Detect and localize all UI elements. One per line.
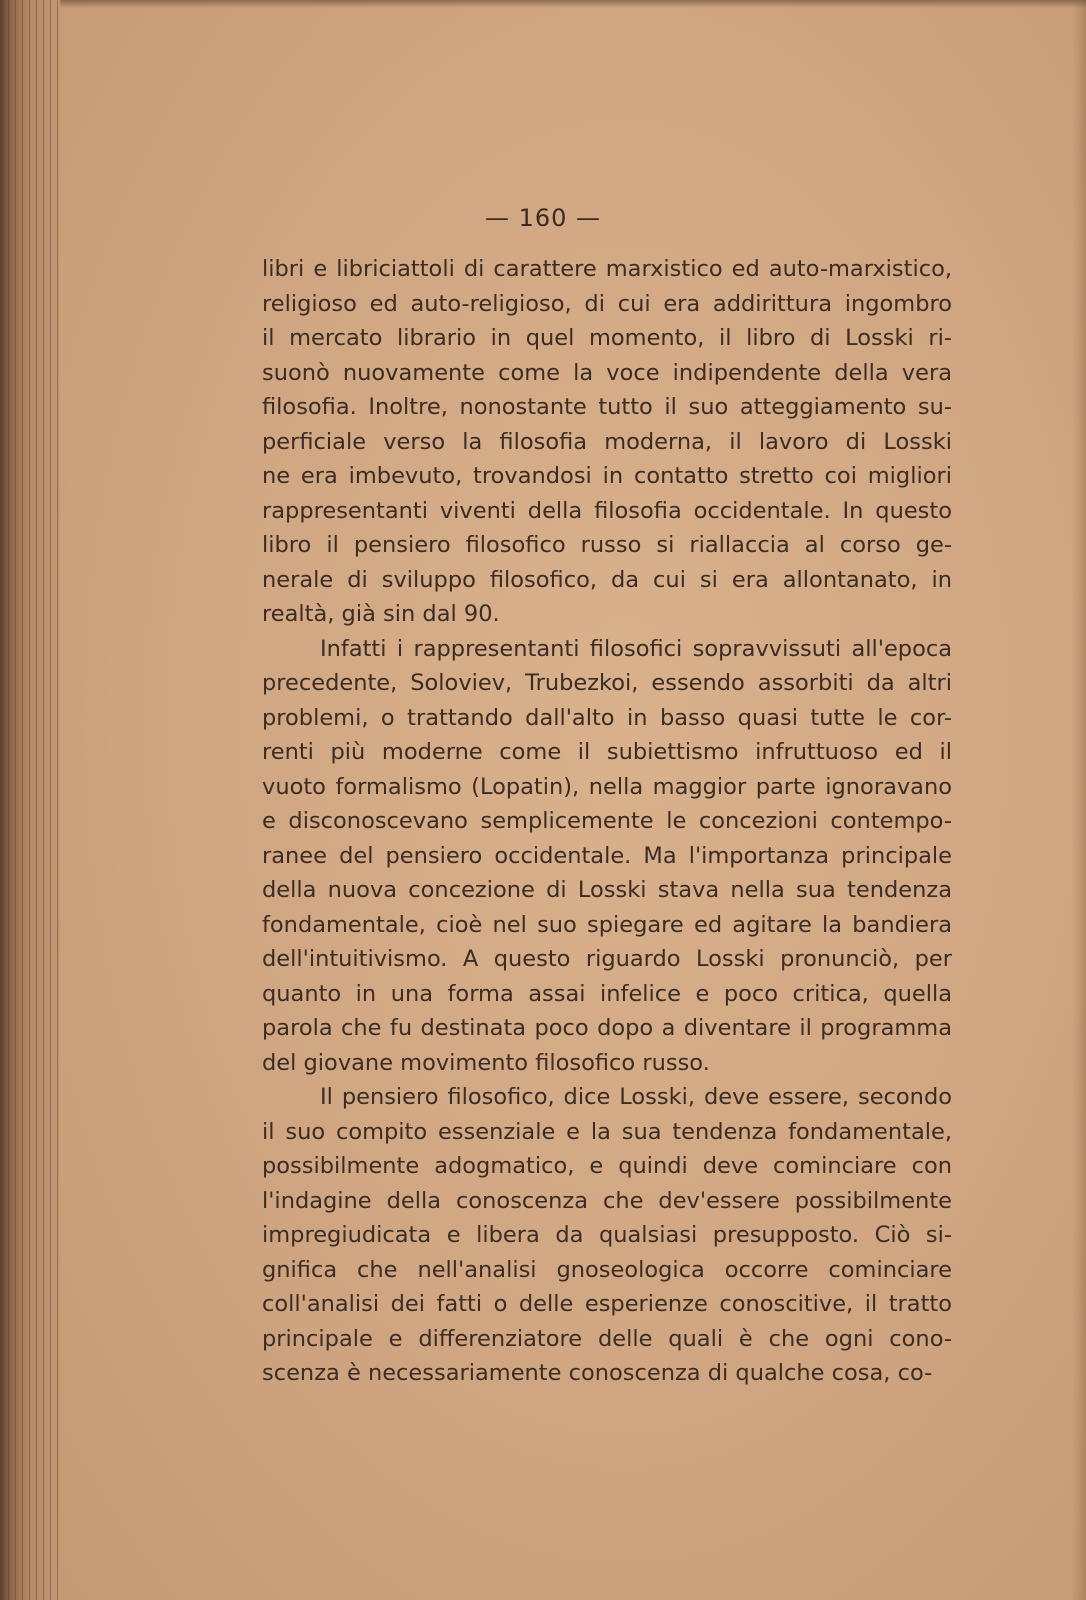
text-line: possibilmente adogmatico, e quindi deve cominciare con	[262, 1153, 952, 1179]
text-line: suonò nuovamente come la voce indipendente della vera	[262, 359, 952, 386]
text-line: parola che fu destinata poco dopo a diventare il programma	[262, 1015, 952, 1041]
page-number: — 160 —	[484, 204, 602, 232]
text-line: libro il pensiero filosofico russo si riallaccia al corso ge-	[262, 532, 952, 558]
text-line: Infatti i rappresentanti filosofici sopravvissuti all'epoca	[320, 635, 952, 662]
text-line: perficiale verso la filosofia moderna, il lavoro di Losski	[262, 428, 952, 455]
text-line: rappresentanti viventi della filosofia occidentale. In questo	[262, 497, 952, 524]
text-line: dell'intuitivismo. A questo riguardo Losski pronunciò, per	[262, 946, 952, 972]
text-line: religioso ed auto-religioso, di cui era addirittura ingombro	[262, 290, 952, 317]
text-line: coll'analisi dei fatti o delle esperienze conoscitive, il tratto	[262, 1291, 952, 1317]
text-line: del giovane movimento filosofico russo.	[262, 1049, 710, 1076]
text-line: principale e differenziatore delle quali è che ogni cono-	[262, 1325, 952, 1352]
text-line: problemi, o trattando dall'alto in basso quasi tutte le cor-	[262, 704, 952, 731]
text-line: libri e libriciattoli di carattere marxistico ed auto-marxistico,	[262, 256, 952, 282]
text-line: ranee del pensiero occidentale. Ma l'importanza principale	[262, 842, 952, 869]
page-right-edge	[1072, 0, 1086, 1600]
text-line: impregiudicata e libera da qualsiasi presupposto. Ciò si-	[262, 1222, 952, 1248]
text-line: precedente, Soloviev, Trubezkoi, essendo assorbiti da altri	[262, 670, 952, 696]
text-line: renti più moderne come il subiettismo infruttuoso ed il	[262, 739, 952, 765]
text-line: l'indagine della conoscenza che dev'essere possibilmente	[262, 1187, 952, 1214]
text-line: della nuova concezione di Losski stava nella sua tendenza	[262, 877, 952, 903]
text-line: fondamentale, cioè nel suo spiegare ed agitare la bandiera	[262, 911, 952, 938]
text-line: il suo compito essenziale e la sua tendenza fondamentale,	[262, 1118, 952, 1145]
text-line: e disconoscevano semplicemente le concezioni contempo-	[262, 808, 952, 834]
text-line: Il pensiero filosofico, dice Losski, deve essere, secondo	[320, 1084, 952, 1110]
text-line: vuoto formalismo (Lopatin), nella maggior parte ignoravano	[262, 773, 952, 800]
text-line: ne era imbevuto, trovandosi in contatto stretto coi migliori	[262, 463, 952, 489]
page-top-edge	[60, 0, 1086, 8]
text-line: realtà, già sin dal 90.	[262, 601, 500, 627]
text-line: il mercato librario in quel momento, il libro di Losski ri-	[262, 325, 952, 351]
text-line: scenza è necessariamente conoscenza di qualche cosa, co-	[262, 1360, 933, 1386]
body-text	[262, 252, 952, 1391]
text-line: quanto in una forma assai infelice e poco critica, quella	[262, 980, 952, 1007]
text-line: nerale di sviluppo filosofico, da cui si era allontanato, in	[262, 566, 952, 593]
text-line: filosofia. Inoltre, nonostante tutto il suo atteggiamento su-	[262, 394, 952, 420]
text-line: gnifica che nell'analisi gnoseologica occorre cominciare	[262, 1256, 952, 1283]
